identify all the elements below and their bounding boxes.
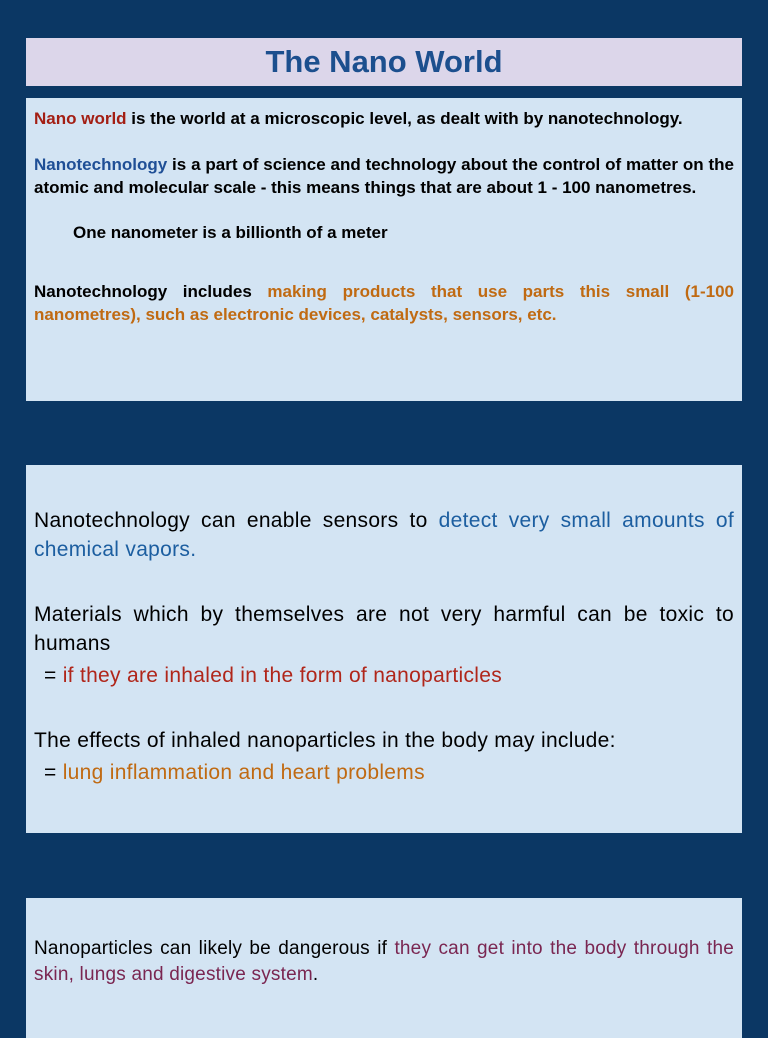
sensors-paragraph xyxy=(34,506,734,564)
sensors-highlight: detect very small amounts of chemical vapors. xyxy=(34,509,734,561)
nano-world-paragraph xyxy=(34,107,734,130)
includes-highlight: making products that use parts this small (1-100 nanometres), such as electronic devices, catalysts, sensors, etc. xyxy=(34,282,734,324)
includes-paragraph xyxy=(34,280,734,326)
effects-paragraph: The effects of inhaled nanoparticles in the body may include: xyxy=(34,729,616,752)
nanotechnology-term: Nanotechnology xyxy=(34,155,168,174)
nano-world-text: is the world at a microscopic level, as dealt with by nanotechnology. xyxy=(126,109,683,128)
effects-consequence xyxy=(34,758,734,787)
nanotechnology-text: is a part of science and technology about the control of matter on the atomic and molecular scale - this means things that are about 1 - 100 nanometres. xyxy=(34,155,734,197)
nano-world-term: Nano world xyxy=(34,109,127,128)
danger-end: . xyxy=(312,964,319,985)
toxicity-paragraph: Materials which by themselves are not very harmful can be toxic to humans xyxy=(34,603,734,655)
equals-sign: = xyxy=(44,761,63,784)
includes-lead: Nanotechnology includes xyxy=(34,282,268,301)
risks-panel xyxy=(26,465,742,833)
toxicity-highlight: if they are inhaled in the form of nanoparticles xyxy=(62,664,503,687)
definition-panel xyxy=(26,98,742,401)
danger-highlight: they can get into the body through the skin, lungs and digestive system xyxy=(34,938,734,985)
nanotechnology-paragraph xyxy=(34,153,734,199)
effects-highlight: lung inflammation and heart problems xyxy=(62,761,425,784)
toxicity-consequence xyxy=(34,661,734,690)
nanometer-note: One nanometer is a billionth of a meter xyxy=(73,223,388,242)
danger-paragraph xyxy=(34,936,734,988)
title-bar xyxy=(26,38,742,86)
sensors-lead: Nanotechnology can enable sensors to xyxy=(34,509,439,532)
danger-lead: Nanoparticles can likely be dangerous if xyxy=(34,938,395,959)
page-title: The Nano World xyxy=(265,44,503,79)
danger-panel xyxy=(26,898,742,1038)
equals-sign: = xyxy=(44,664,63,687)
